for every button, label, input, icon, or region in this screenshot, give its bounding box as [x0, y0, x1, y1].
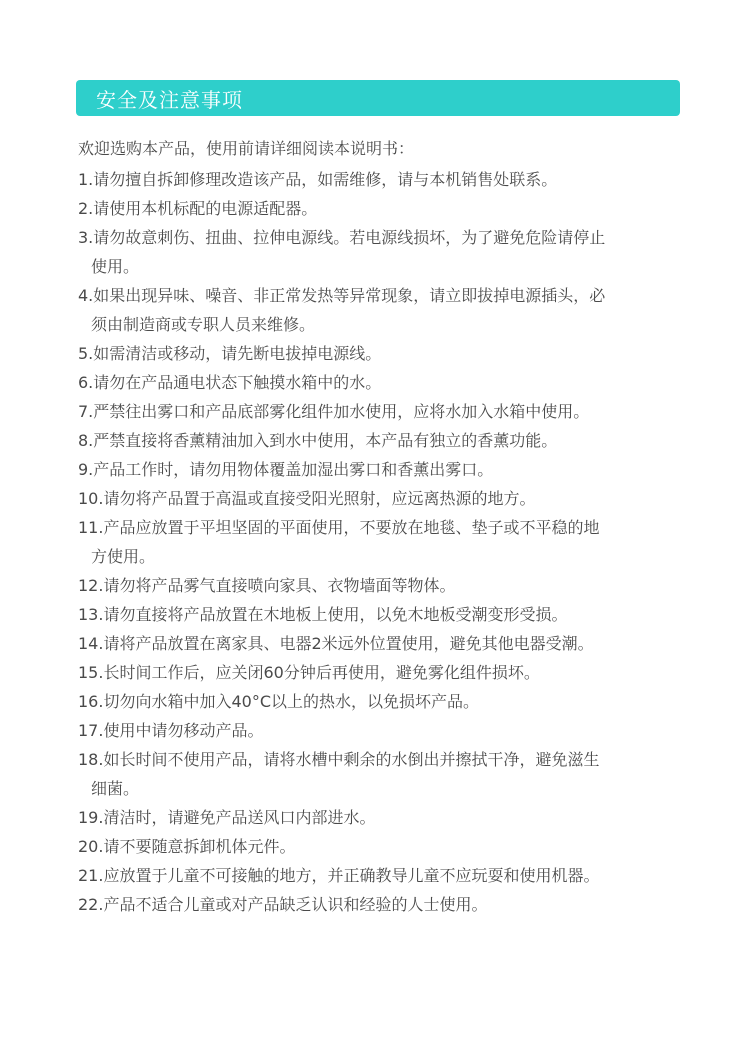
- intro-text: 欢迎选购本产品，使用前请详细阅读本说明书：: [78, 139, 415, 158]
- item-number: 22.: [78, 895, 104, 914]
- safety-notice-item: [78, 890, 682, 919]
- safety-notice-item: [78, 832, 682, 861]
- safety-notice-item: [78, 339, 682, 368]
- safety-notice-item: [78, 368, 682, 397]
- item-number: 1.: [78, 170, 94, 189]
- item-text: 如需清洁或移动，请先断电拔掉电源线。: [93, 344, 382, 363]
- item-text: 请将产品放置在离家具、电器2米远外位置使用，避免其他电器受潮。: [103, 634, 594, 653]
- safety-notice-item: [78, 629, 682, 658]
- item-number: 17.: [78, 721, 104, 740]
- item-number: 10.: [78, 489, 104, 508]
- safety-notice-item: [78, 165, 682, 194]
- safety-notice-item: [78, 803, 682, 832]
- item-text: 请勿故意刺伤、扭曲、拉伸电源线。若电源线损坏，为了避免危险请停止: [93, 228, 606, 247]
- item-text-continued: 使用。: [91, 257, 140, 276]
- item-number: 20.: [78, 837, 104, 856]
- safety-notice-item: [78, 281, 682, 339]
- item-text: 产品应放置于平坦坚固的平面使用，不要放在地毯、垫子或不平稳的地: [103, 518, 600, 537]
- safety-notice-item: [78, 658, 682, 687]
- safety-notice-item: [78, 716, 682, 745]
- safety-notice-item: [78, 861, 682, 890]
- item-number: 2.: [78, 199, 94, 218]
- item-text: 应放置于儿童不可接触的地方，并正确教导儿童不应玩耍和使用机器。: [103, 866, 600, 885]
- safety-notice-item: [78, 223, 682, 281]
- item-text: 产品不适合儿童或对产品缺乏认识和经验的人士使用。: [103, 895, 488, 914]
- item-number: 19.: [78, 808, 104, 827]
- item-text: 产品工作时，请勿用物体覆盖加湿出雾口和香薰出雾口。: [93, 460, 494, 479]
- item-text: 请勿在产品通电状态下触摸水箱中的水。: [93, 373, 382, 392]
- safety-notice-item: [78, 513, 682, 571]
- item-text: 切勿向水箱中加入40°C以上的热水，以免损坏产品。: [103, 692, 479, 711]
- item-text: 清洁时，请避免产品送风口内部进水。: [103, 808, 376, 827]
- item-text: 如果出现异味、噪音、非正常发热等异常现象，请立即拔掉电源插头，必: [93, 286, 606, 305]
- item-text: 长时间工作后，应关闭60分钟后再使用，避免雾化组件损坏。: [103, 663, 540, 682]
- safety-notice-item: [78, 194, 682, 223]
- item-text: 严禁往出雾口和产品底部雾化组件加水使用，应将水加入水箱中使用。: [93, 402, 590, 421]
- item-text: 严禁直接将香薰精油加入到水中使用，本产品有独立的香薰功能。: [93, 431, 558, 450]
- item-text: 请勿将产品置于高温或直接受阳光照射，应远离热源的地方。: [103, 489, 536, 508]
- safety-notice-item: [78, 687, 682, 716]
- item-number: 3.: [78, 228, 94, 247]
- item-number: 12.: [78, 576, 104, 595]
- safety-notice-item: [78, 426, 682, 455]
- section-header-bar: [76, 80, 680, 116]
- item-text: 请勿直接将产品放置在木地板上使用，以免木地板受潮变形受损。: [103, 605, 568, 624]
- item-text: 请使用本机标配的电源适配器。: [93, 199, 318, 218]
- safety-notice-item: [78, 600, 682, 629]
- safety-notice-item: [78, 455, 682, 484]
- safety-notice-item: [78, 571, 682, 600]
- item-number: 5.: [78, 344, 94, 363]
- section-title: 安全及注意事项: [96, 87, 243, 112]
- item-number: 18.: [78, 750, 104, 769]
- item-number: 8.: [78, 431, 94, 450]
- item-number: 7.: [78, 402, 94, 421]
- item-text: 如长时间不使用产品，请将水槽中剩余的水倒出并擦拭干净，避免滋生: [103, 750, 600, 769]
- item-number: 6.: [78, 373, 94, 392]
- item-text-continued: 须由制造商或专职人员来维修。: [91, 315, 316, 334]
- item-text-continued: 方使用。: [91, 547, 156, 566]
- item-number: 11.: [78, 518, 104, 537]
- item-number: 9.: [78, 460, 94, 479]
- item-text: 使用中请勿移动产品。: [103, 721, 264, 740]
- safety-notice-item: [78, 745, 682, 803]
- item-number: 15.: [78, 663, 104, 682]
- item-text-continued: 细菌。: [91, 779, 140, 798]
- item-text: 请勿擅自拆卸修理改造该产品，如需维修，请与本机销售处联系。: [93, 170, 558, 189]
- item-number: 16.: [78, 692, 104, 711]
- safety-notice-item: [78, 397, 682, 426]
- item-number: 14.: [78, 634, 104, 653]
- safety-notice-item: [78, 484, 682, 513]
- item-number: 13.: [78, 605, 104, 624]
- item-number: 4.: [78, 286, 94, 305]
- item-text: 请不要随意拆卸机体元件。: [103, 837, 296, 856]
- safety-notice-list: [78, 165, 682, 919]
- item-text: 请勿将产品雾气直接喷向家具、衣物墙面等物体。: [103, 576, 456, 595]
- item-number: 21.: [78, 866, 104, 885]
